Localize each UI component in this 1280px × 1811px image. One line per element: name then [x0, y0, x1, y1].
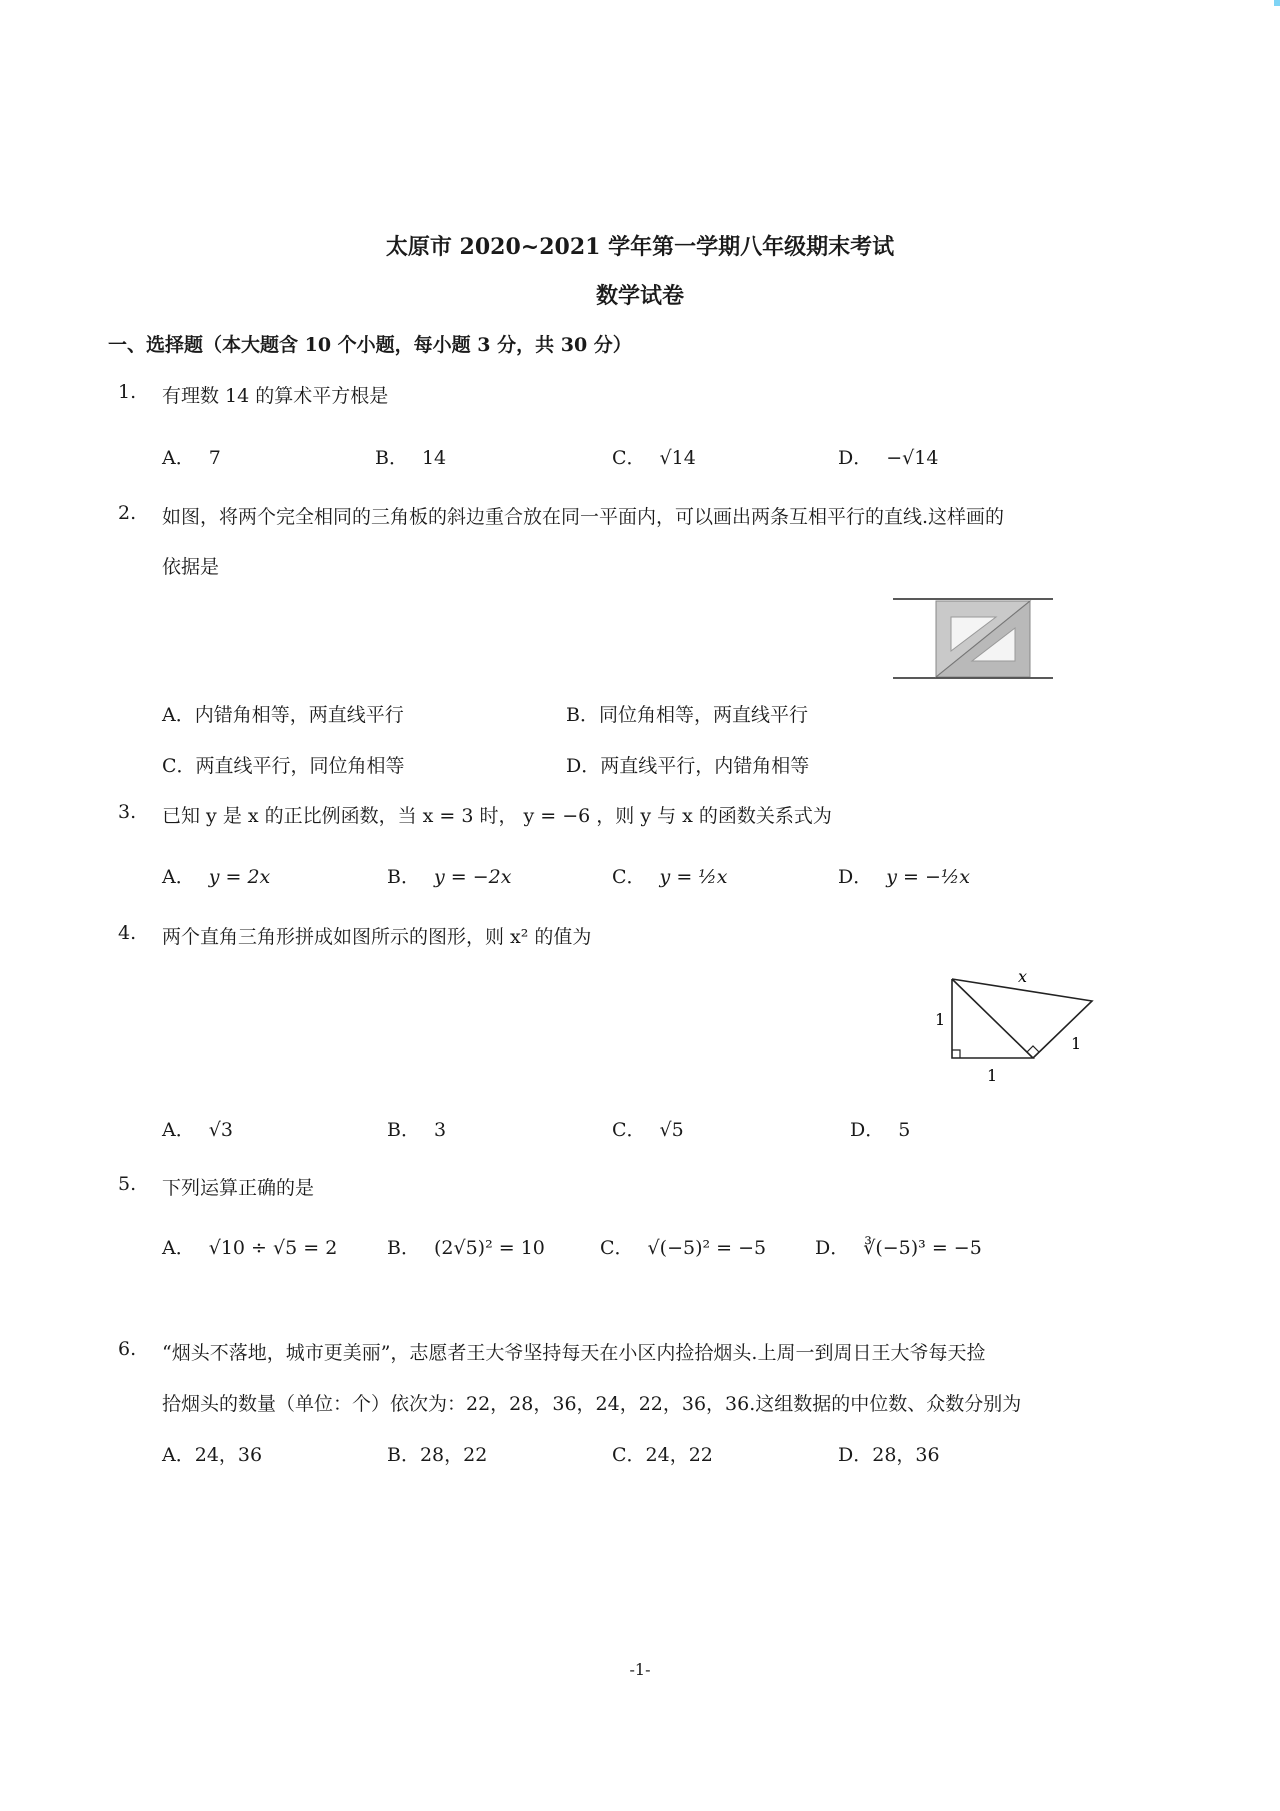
question-number: 2.	[118, 502, 137, 524]
option-value: y = 2x	[208, 866, 271, 888]
option-value: 14	[421, 447, 447, 469]
option-label: C．	[162, 755, 196, 777]
option-value: 28，36	[872, 1444, 940, 1466]
option-b	[375, 443, 446, 470]
exam-title: 太原市 2020~2021 学年第一学期八年级期末考试	[385, 234, 895, 260]
question-text-line2: 拾烟头的数量（单位：个）依次为：22，28，36，24，22，36，36.这组数据的中位数、众数分别为	[162, 1393, 1022, 1415]
option-b	[387, 1115, 446, 1142]
option-value: 两直线平行，同位角相等	[195, 755, 405, 777]
option-label: A．	[162, 704, 195, 726]
option-value: 7	[208, 447, 221, 469]
triangle-ruler-figure	[893, 593, 1053, 687]
option-d	[838, 443, 938, 470]
option-value: √10 ÷ √5 = 2	[208, 1237, 338, 1259]
option-a	[162, 1115, 233, 1142]
option-c	[162, 751, 405, 778]
label-bottom: 1	[987, 1066, 998, 1085]
question-number: 1.	[118, 381, 137, 403]
option-label: D．	[838, 447, 873, 469]
option-label: B．	[387, 1119, 420, 1141]
option-c	[612, 862, 727, 889]
option-value: y = −2x	[433, 866, 512, 888]
option-value: ∛(−5)³ = −5	[863, 1237, 982, 1259]
option-label: B．	[387, 1237, 420, 1259]
option-value: −√14	[886, 447, 939, 469]
option-value: 内错角相等，两直线平行	[194, 704, 404, 726]
option-label: C．	[612, 866, 646, 888]
question-text: 下列运算正确的是	[162, 1177, 315, 1199]
option-value: 28，22	[419, 1444, 488, 1466]
option-value: y = ½x	[659, 866, 728, 888]
option-label: D．	[850, 1119, 885, 1141]
option-value: 5	[898, 1119, 911, 1141]
option-d	[838, 862, 970, 889]
section-heading: 一、选择题（本大题含 10 个小题，每小题 3 分，共 30 分）	[108, 334, 632, 356]
question-text: 有理数 14 的算术平方根是	[162, 385, 389, 407]
option-value: (2√5)² = 10	[433, 1237, 545, 1259]
exam-subtitle: 数学试卷	[595, 283, 684, 309]
question-number: 4.	[118, 922, 137, 944]
option-value: √14	[659, 447, 696, 469]
option-label: C．	[600, 1237, 634, 1259]
option-b	[387, 1233, 545, 1260]
option-label: D．	[838, 866, 873, 888]
option-a	[162, 862, 270, 889]
option-a	[162, 1440, 262, 1467]
option-c	[612, 1115, 684, 1142]
question-text-line1: 如图，将两个完全相同的三角板的斜边重合放在同一平面内，可以画出两条互相平行的直线.这样画的	[162, 506, 1005, 528]
option-label: C．	[612, 1119, 646, 1141]
question-number: 6.	[118, 1338, 137, 1360]
option-c	[600, 1233, 766, 1260]
option-a	[162, 443, 221, 470]
option-value: 24，36	[194, 1444, 263, 1466]
question-text-line2: 依据是	[162, 556, 220, 578]
option-value: 3	[433, 1119, 447, 1141]
question-text: 已知 y 是 x 的正比例函数，当 x = 3 时， y = −6 ，则 y 与 x 的函数关系式为	[162, 805, 832, 827]
option-d	[850, 1115, 910, 1142]
option-value: 两直线平行，内错角相等	[600, 755, 810, 777]
option-d	[566, 751, 809, 778]
option-label: A．	[162, 1444, 195, 1466]
option-c	[612, 443, 696, 470]
option-label: B．	[387, 1444, 420, 1466]
option-c	[612, 1440, 713, 1467]
option-a	[162, 700, 404, 727]
option-value: 24，22	[645, 1444, 713, 1466]
right-triangles-figure	[930, 965, 1100, 1085]
option-label: B．	[566, 704, 599, 726]
option-b	[566, 700, 808, 727]
option-d	[815, 1233, 982, 1260]
option-label: C．	[612, 447, 646, 469]
option-label: D．	[566, 755, 601, 777]
question-text-line1: “烟头不落地，城市更美丽”，志愿者王大爷坚持每天在小区内捡拾烟头.上周一到周日王大爷每天捡	[162, 1342, 986, 1364]
option-b	[387, 862, 511, 889]
option-d	[838, 1440, 940, 1467]
option-label: B．	[375, 447, 408, 469]
option-value: √5	[659, 1119, 684, 1141]
question-number: 3.	[118, 801, 137, 823]
option-value: y = −½x	[886, 866, 971, 888]
page-number: -1-	[629, 1660, 651, 1679]
option-label: A．	[162, 866, 195, 888]
option-value: √3	[208, 1119, 233, 1141]
option-label: C．	[612, 1444, 646, 1466]
label-right: 1	[1071, 1034, 1082, 1053]
label-x: x	[1018, 967, 1028, 986]
label-left: 1	[935, 1010, 946, 1029]
question-number: 5.	[118, 1173, 137, 1195]
option-label: A．	[162, 447, 195, 469]
option-label: B．	[387, 866, 420, 888]
option-a	[162, 1233, 337, 1260]
corner-mark	[1274, 0, 1280, 6]
question-text: 两个直角三角形拼成如图所示的图形，则 x² 的值为	[162, 926, 592, 948]
option-value: √(−5)² = −5	[647, 1237, 767, 1259]
option-value: 同位角相等，两直线平行	[598, 704, 808, 726]
option-label: D．	[838, 1444, 873, 1466]
option-label: D．	[815, 1237, 850, 1259]
option-label: A．	[162, 1119, 195, 1141]
option-label: A．	[162, 1237, 195, 1259]
option-b	[387, 1440, 487, 1467]
